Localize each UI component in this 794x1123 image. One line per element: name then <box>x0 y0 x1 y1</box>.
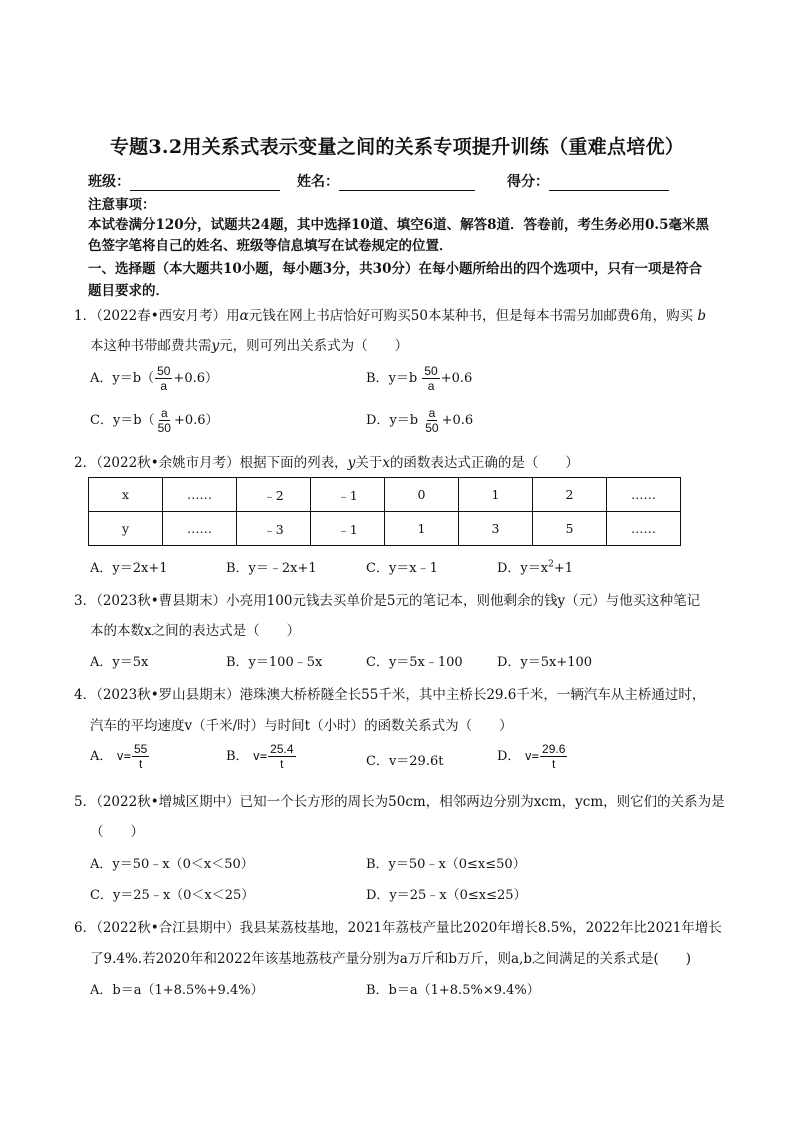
q6-stem-line-1: 6．（2022秋•合江县期中）我县某荔枝基地，2021年荔枝产量比2020年增长8.5%，2022年比2021年增长 <box>74 920 722 936</box>
q2-option-c[interactable]: C．y＝x﹣1 <box>366 561 438 576</box>
q2-option-a[interactable]: A．y＝2x+1 <box>90 561 168 576</box>
score-field <box>507 171 669 191</box>
q1-stem-line-1: 1．（2022春•西安月考）用α元钱在网上书店恰好可购买50本某种书，但是每本书需另加邮费6角，购买 b <box>74 308 707 324</box>
q3-option-b[interactable]: B．y＝100﹣5x <box>226 655 323 670</box>
name-field <box>297 171 475 191</box>
table-cell: …… <box>607 478 681 512</box>
q5-stem-line-1: 5．（2022秋•增城区期中）已知一个长方形的周长为50cm，相邻两边分别为xcm，ycm，则它们的关系为是 <box>74 794 725 810</box>
table-row <box>89 512 681 546</box>
table-cell: ﹣1 <box>311 478 385 512</box>
q4-stem-line-2: 汽车的平均速度v（千米/时）与时间t（小时）的函数关系式为（ ） <box>90 718 513 734</box>
table-cell: 1 <box>385 512 459 546</box>
q5-option-c[interactable]: C．y＝25﹣x（0＜x＜25） <box>90 888 255 903</box>
section1-line-1: 一、选择题（本大题共10小题，每小题3分，共30分）在每小题所给出的四个选项中，只有一项是符合 <box>88 261 702 277</box>
fraction: $\frac{55}{t}$ <box>133 742 148 771</box>
fraction: $\frac{50}{a}$ <box>157 364 171 393</box>
class-blank[interactable] <box>130 174 280 191</box>
q1-stem-line-2: 本这种书带邮费共需y元，则可列出关系式为（ ） <box>90 338 409 354</box>
table-cell: …… <box>163 512 237 546</box>
table-cell: ﹣1 <box>311 512 385 546</box>
q6-option-b[interactable]: B．b＝a（1+8.5%×9.4%） <box>366 983 540 998</box>
name-label: 姓名： <box>297 174 339 190</box>
page-title: 专题3.2用关系式表示变量之间的关系专项提升训练（重难点培优） <box>109 136 685 158</box>
notice-line-1: 本试卷满分120分，试题共24题，其中选择10道、填空6道、解答8道．答卷前，考生务必用0.5毫米黑 <box>88 217 710 233</box>
fraction: $\frac{29.6}{t}$ <box>542 742 566 771</box>
q2-option-b[interactable]: B．y＝﹣2x+1 <box>226 561 317 576</box>
score-blank[interactable] <box>549 174 669 191</box>
class-field <box>88 171 280 191</box>
q1-option-a[interactable]: A．y＝b（ $\frac{50}{a}$ +0.6） <box>90 364 218 393</box>
table-cell: 0 <box>385 478 459 512</box>
q3-stem-line-1: 3．（2023秋•曹县期末）小亮用100元钱去买单价是5元的笔记本，则他剩余的钱y（元）与他买这种笔记 <box>74 593 701 609</box>
q2-stem: 2．（2022秋•余姚市月考）根据下面的列表，y关于x的函数表达式正确的是（ ） <box>74 455 579 471</box>
q2-table <box>88 477 681 546</box>
q5-stem-line-2: （ ） <box>90 824 144 840</box>
name-blank[interactable] <box>339 174 475 191</box>
table-cell: ﹣3 <box>237 512 311 546</box>
q4-option-d[interactable]: D． v= $\frac{29.6}{t}$ <box>497 742 566 771</box>
q5-option-b[interactable]: B．y＝50﹣x（0≤x≤50） <box>366 857 526 872</box>
table-cell: 5 <box>533 512 607 546</box>
q3-stem-line-2: 本的本数x之间的表达式是（ ） <box>90 623 301 639</box>
table-cell: ﹣2 <box>237 478 311 512</box>
q1-option-c[interactable]: C．y＝b（ $\frac{a}{50}$ +0.6） <box>90 406 219 435</box>
q4-option-c[interactable]: C．v＝29.6t <box>366 754 444 769</box>
table-cell: 2 <box>533 478 607 512</box>
q1-option-d[interactable]: D．y＝b $\frac{a}{50}$ +0.6 <box>366 406 474 435</box>
q6-stem-line-2: 了9.4%.若2020年和2022年该基地荔枝产量分别为a万斤和b万斤，则a,b之间满足的关系式是( ) <box>90 951 692 967</box>
class-label: 班级： <box>88 174 130 190</box>
fraction: $\frac{a}{50}$ <box>425 406 439 435</box>
q3-option-c[interactable]: C．y＝5x﹣100 <box>366 655 463 670</box>
q1-option-b[interactable]: B．y＝b $\frac{50}{a}$ +0.6 <box>366 364 473 393</box>
section1-line-2: 题目要求的． <box>88 283 169 299</box>
q6-option-a[interactable]: A．b＝a（1+8.5%+9.4%） <box>90 983 264 998</box>
q4-option-a[interactable]: A． v= $\frac{55}{t}$ <box>90 742 148 771</box>
q4-option-b[interactable]: B． v= $\frac{25.4}{t}$ <box>226 742 294 771</box>
q3-option-a[interactable]: A．y＝5x <box>90 655 149 670</box>
table-cell: x <box>89 478 163 512</box>
table-row <box>89 478 681 512</box>
notice-heading: 注意事项： <box>88 197 156 213</box>
q4-stem-line-1: 4．（2023秋•罗山县期末）港珠澳大桥桥隧全长55千米，其中主桥长29.6千米，一辆汽车从主桥通过时， <box>74 687 706 703</box>
notice-line-2: 色签字笔将自己的姓名、班级等信息填写在试卷规定的位置． <box>88 238 453 254</box>
table-cell: y <box>89 512 163 546</box>
table-cell: 1 <box>459 478 533 512</box>
fraction: $\frac{50}{a}$ <box>424 364 438 393</box>
table-cell: 3 <box>459 512 533 546</box>
fraction: $\frac{25.4}{t}$ <box>270 742 294 771</box>
score-label: 得分： <box>507 174 549 190</box>
q5-option-a[interactable]: A．y＝50﹣x（0＜x＜50） <box>90 857 254 872</box>
fraction: $\frac{a}{50}$ <box>157 406 171 435</box>
q2-option-d[interactable]: D．$y=x^2+1$ <box>497 559 574 576</box>
q5-option-d[interactable]: D．y＝25﹣x（0≤x≤25） <box>366 888 527 903</box>
table-cell: …… <box>163 478 237 512</box>
table-cell: …… <box>607 512 681 546</box>
q3-option-d[interactable]: D．y＝5x+100 <box>497 655 593 670</box>
